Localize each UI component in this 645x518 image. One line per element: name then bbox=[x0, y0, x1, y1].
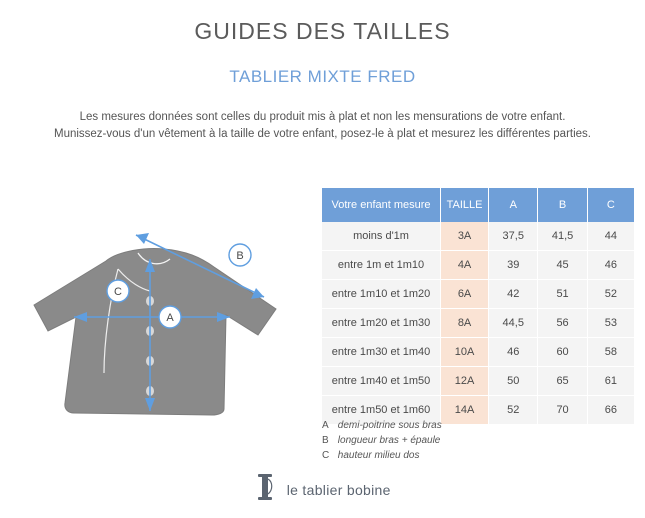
cell-taille: 6A bbox=[441, 280, 489, 309]
intro-line-2: Munissez-vous d'un vêtement à la taille de votre enfant, posez-le à plat et mesurez les différentes parties. bbox=[53, 128, 592, 140]
marker-b-label: B bbox=[236, 250, 244, 262]
legend-key-b: B bbox=[322, 435, 329, 446]
cell-measure: entre 1m40 et 1m50 bbox=[322, 367, 441, 396]
cell-c: 66 bbox=[604, 404, 617, 416]
header-a: A bbox=[489, 188, 538, 222]
cell-measure: entre 1m et 1m10 bbox=[322, 251, 441, 280]
cell-a: 44,5 bbox=[489, 309, 538, 338]
legend-key-a: A bbox=[322, 420, 329, 431]
cell-a: 46 bbox=[489, 338, 538, 367]
table-row bbox=[322, 367, 634, 396]
header-c: C bbox=[587, 188, 634, 222]
garment-svg bbox=[18, 213, 318, 453]
size-guide-page bbox=[0, 18, 645, 518]
size-table-body bbox=[322, 222, 634, 424]
cell-b: 45 bbox=[538, 251, 587, 280]
cell-c: 53 bbox=[587, 309, 634, 338]
cell-a: 50 bbox=[489, 367, 538, 396]
size-table-wrapper bbox=[322, 188, 634, 424]
cell-b: 56 bbox=[538, 309, 587, 338]
legend-desc-a: demi-poitrine sous bras bbox=[337, 420, 442, 431]
cell-b: 65 bbox=[538, 367, 587, 396]
cell-taille: 12A bbox=[441, 367, 489, 396]
measurement-legend bbox=[322, 418, 442, 463]
legend-item bbox=[322, 418, 442, 433]
header-b: B bbox=[538, 188, 587, 222]
cell-taille: 3A bbox=[441, 222, 489, 251]
cell-measure: entre 1m20 et 1m30 bbox=[322, 309, 441, 338]
header-measure: Votre enfant mesure bbox=[322, 188, 441, 222]
cell-b: 70 bbox=[538, 396, 587, 425]
bobbin-icon bbox=[254, 473, 276, 506]
cell-b: 41,5 bbox=[538, 222, 587, 251]
intro-line-1: Les mesures données sont celles du produit mis à plat et non les mensurations de votre enfant. bbox=[79, 111, 566, 123]
legend-key-c: C bbox=[322, 450, 330, 461]
table-header-row bbox=[322, 188, 634, 222]
cell-a: 52 bbox=[489, 396, 538, 425]
cell-taille: 4A bbox=[441, 251, 489, 280]
cell-taille: 8A bbox=[441, 309, 489, 338]
cell-c: 52 bbox=[587, 280, 634, 309]
footer bbox=[0, 473, 645, 506]
cell-c: 61 bbox=[587, 367, 634, 396]
marker-b bbox=[229, 244, 251, 266]
marker-c bbox=[107, 280, 129, 302]
cell-c: 44 bbox=[587, 222, 634, 251]
legend-item bbox=[322, 433, 442, 448]
table-row bbox=[322, 309, 634, 338]
cell-measure: entre 1m10 et 1m20 bbox=[322, 280, 441, 309]
cell-c: 58 bbox=[587, 338, 634, 367]
cell-c: 46 bbox=[587, 251, 634, 280]
marker-c-label: C bbox=[114, 286, 122, 298]
header-taille: TAILLE bbox=[441, 188, 489, 222]
cell-measure: entre 1m50 et 1m60 bbox=[322, 396, 441, 425]
garment-shape bbox=[34, 249, 276, 416]
legend-desc-b: longueur bras + épaule bbox=[337, 435, 441, 446]
table-row bbox=[322, 280, 634, 309]
cell-measure: entre 1m30 et 1m40 bbox=[322, 338, 441, 367]
size-table bbox=[322, 188, 634, 424]
legend-desc-c: hauteur milieu dos bbox=[337, 450, 420, 461]
legend-item bbox=[322, 448, 442, 463]
cell-measure: moins d'1m bbox=[322, 222, 441, 251]
marker-a-label: A bbox=[166, 312, 174, 324]
cell-a: 39 bbox=[489, 251, 538, 280]
brand-name: le tablier bobine bbox=[286, 481, 391, 498]
intro-text bbox=[0, 109, 645, 143]
marker-a bbox=[159, 306, 181, 328]
size-table-head bbox=[322, 188, 634, 222]
cell-taille: 14A bbox=[441, 396, 489, 425]
garment-illustration bbox=[18, 213, 318, 453]
page-title: GUIDES DES TAILLES bbox=[194, 18, 451, 44]
table-row bbox=[322, 222, 634, 251]
product-subtitle: TABLIER MIXTE FRED bbox=[229, 67, 416, 86]
cell-taille: 10A bbox=[441, 338, 489, 367]
cell-a: 37,5 bbox=[489, 222, 538, 251]
cell-b: 51 bbox=[538, 280, 587, 309]
cell-a: 42 bbox=[489, 280, 538, 309]
table-row bbox=[322, 251, 634, 280]
table-row bbox=[322, 338, 634, 367]
cell-b: 60 bbox=[538, 338, 587, 367]
